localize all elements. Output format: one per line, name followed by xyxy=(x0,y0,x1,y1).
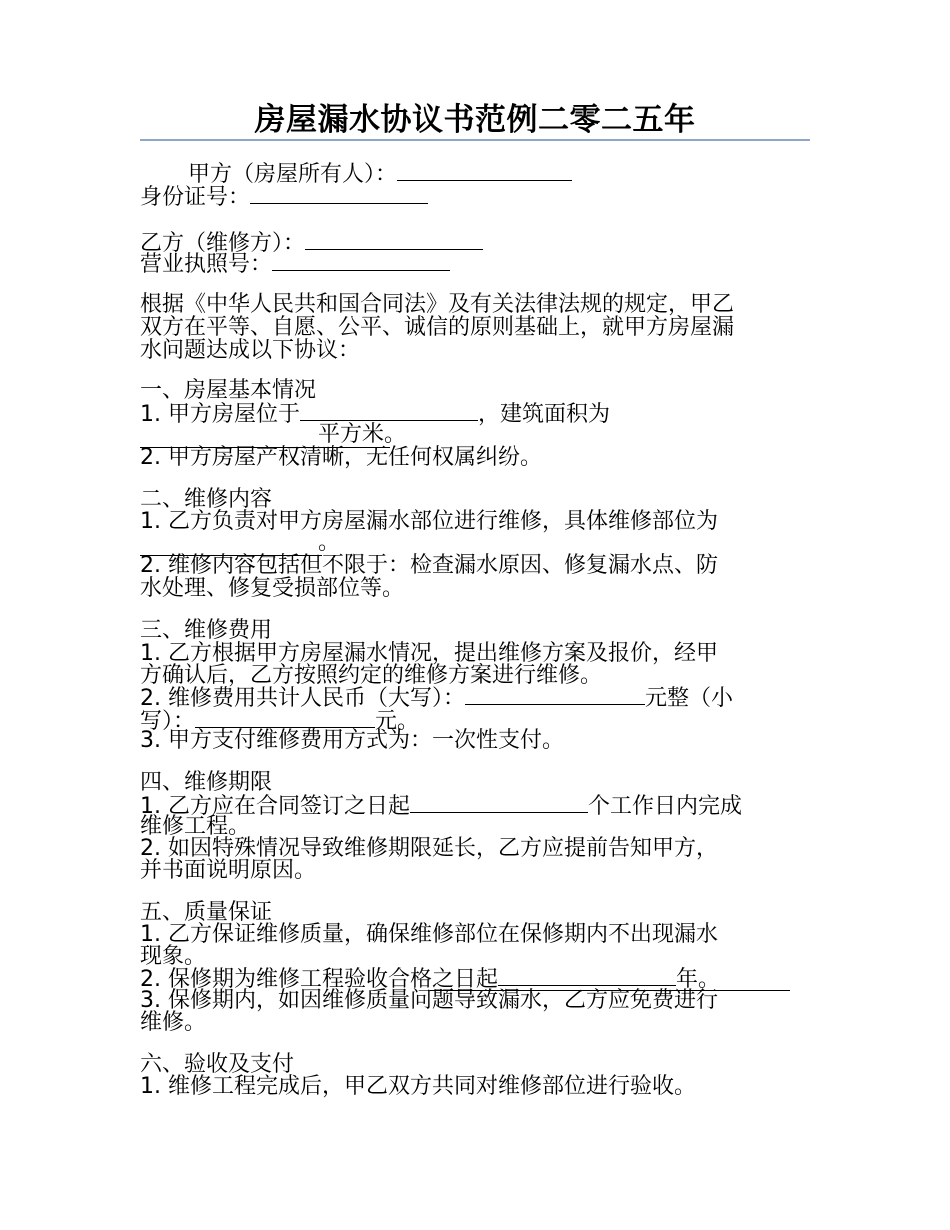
section-3-item-1b: 方确认后，乙方按照约定的维修方案进行维修。 xyxy=(140,663,603,688)
document-title: 房屋漏水协议书范例二零二五年 xyxy=(254,102,696,138)
amount-uppercase-blank xyxy=(465,684,645,705)
party-b-license-label: 营业执照号： xyxy=(140,252,273,277)
section-1-item-1-unit: 平方米。 xyxy=(318,422,407,447)
party-b-license-blank xyxy=(272,250,450,271)
section-3-item-1a: 1. 乙方根据甲方房屋漏水情况，提出维修方案及报价，经甲 xyxy=(140,641,718,666)
section-2-item-2b: 水处理、修复受损部位等。 xyxy=(140,576,405,601)
amount-lowercase-blank xyxy=(195,707,375,728)
party-a-blank xyxy=(397,160,572,181)
section-4-item-1a-tail: 个工作日内完成 xyxy=(587,794,742,819)
section-6-heading: 六、验收及支付 xyxy=(140,1052,295,1077)
section-2-item-1-end: 。 xyxy=(318,530,341,555)
section-4-item-2b: 并书面说明原因。 xyxy=(140,858,317,883)
section-5-item-3a: 3. 保修期内，如因维修质量问题导致漏水，乙方应免费进行 xyxy=(140,988,718,1013)
section-1-item-1-text-b: ，建筑面积为 xyxy=(477,402,610,427)
section-3-item-2b-tail: 元。 xyxy=(375,709,420,734)
section-3-item-3: 3. 甲方支付维修费用方式为：一次性支付。 xyxy=(140,728,564,753)
section-5-item-2-text: 2. 保修期为维修工程验收合格之日起 xyxy=(140,967,498,992)
section-4-heading: 四、维修期限 xyxy=(140,770,273,795)
section-3-item-2a-text: 2. 维修费用共计人民币（大写）： xyxy=(140,686,465,711)
section-4-item-2a: 2. 如因特殊情况导致维修期限延长，乙方应提前告知甲方， xyxy=(140,836,718,861)
section-2-item-1: 1. 乙方负责对甲方房屋漏水部位进行维修，具体维修部位为 xyxy=(140,509,718,534)
section-3-item-2b-text: 写）： xyxy=(140,709,196,734)
section-5-item-3b: 维修。 xyxy=(140,1010,207,1035)
party-b-blank xyxy=(305,229,483,250)
section-6-item-1: 1. 维修工程完成后，甲乙双方共同对维修部位进行验收。 xyxy=(140,1074,696,1099)
section-5-item-1a: 1. 乙方保证维修质量，确保维修部位在保修期内不出现漏水 xyxy=(140,922,718,947)
section-2-heading: 二、维修内容 xyxy=(140,487,273,512)
section-4-item-1a-text: 1. 乙方应在合同签订之日起 xyxy=(140,794,410,819)
section-1-heading: 一、房屋基本情况 xyxy=(140,378,317,403)
intro-line-1: 根据《中华人民共和国合同法》及有关法律法规的规定，甲乙 xyxy=(140,292,735,317)
party-b-license-line xyxy=(140,250,812,278)
party-a-label: 甲方（房屋所有人）： xyxy=(188,162,398,187)
intro-line-2: 双方在平等、自愿、公平、诚信的原则基础上，就甲方房屋漏 xyxy=(140,315,735,340)
work-days-blank xyxy=(410,792,588,813)
section-3-heading: 三、维修费用 xyxy=(140,618,273,643)
section-2-item-2a: 2. 维修内容包括但不限于：检查漏水原因、修复漏水点、防 xyxy=(140,553,718,578)
party-a-id-line xyxy=(140,183,812,211)
party-b-label: 乙方（维修方）： xyxy=(140,231,306,256)
location-blank xyxy=(300,400,478,421)
section-5-heading: 五、质量保证 xyxy=(140,900,273,925)
section-5-item-2-tail: 年。 xyxy=(676,967,721,992)
section-1-item-2: 2. 甲方房屋产权清晰，无任何权属纠纷。 xyxy=(140,445,542,470)
intro-line-3: 水问题达成以下协议： xyxy=(140,338,361,363)
warranty-years-blank xyxy=(498,965,676,986)
party-a-id-blank xyxy=(250,183,428,204)
section-1-item-1-text-a: 1. 甲方房屋位于 xyxy=(140,402,300,427)
party-a-id-label: 身份证号： xyxy=(140,185,251,210)
section-5-item-1b: 现象。 xyxy=(140,944,207,969)
section-3-item-2a-tail: 元整（小 xyxy=(645,686,734,711)
title-underline xyxy=(140,139,810,141)
section-4-item-1b: 维修工程。 xyxy=(140,814,251,839)
